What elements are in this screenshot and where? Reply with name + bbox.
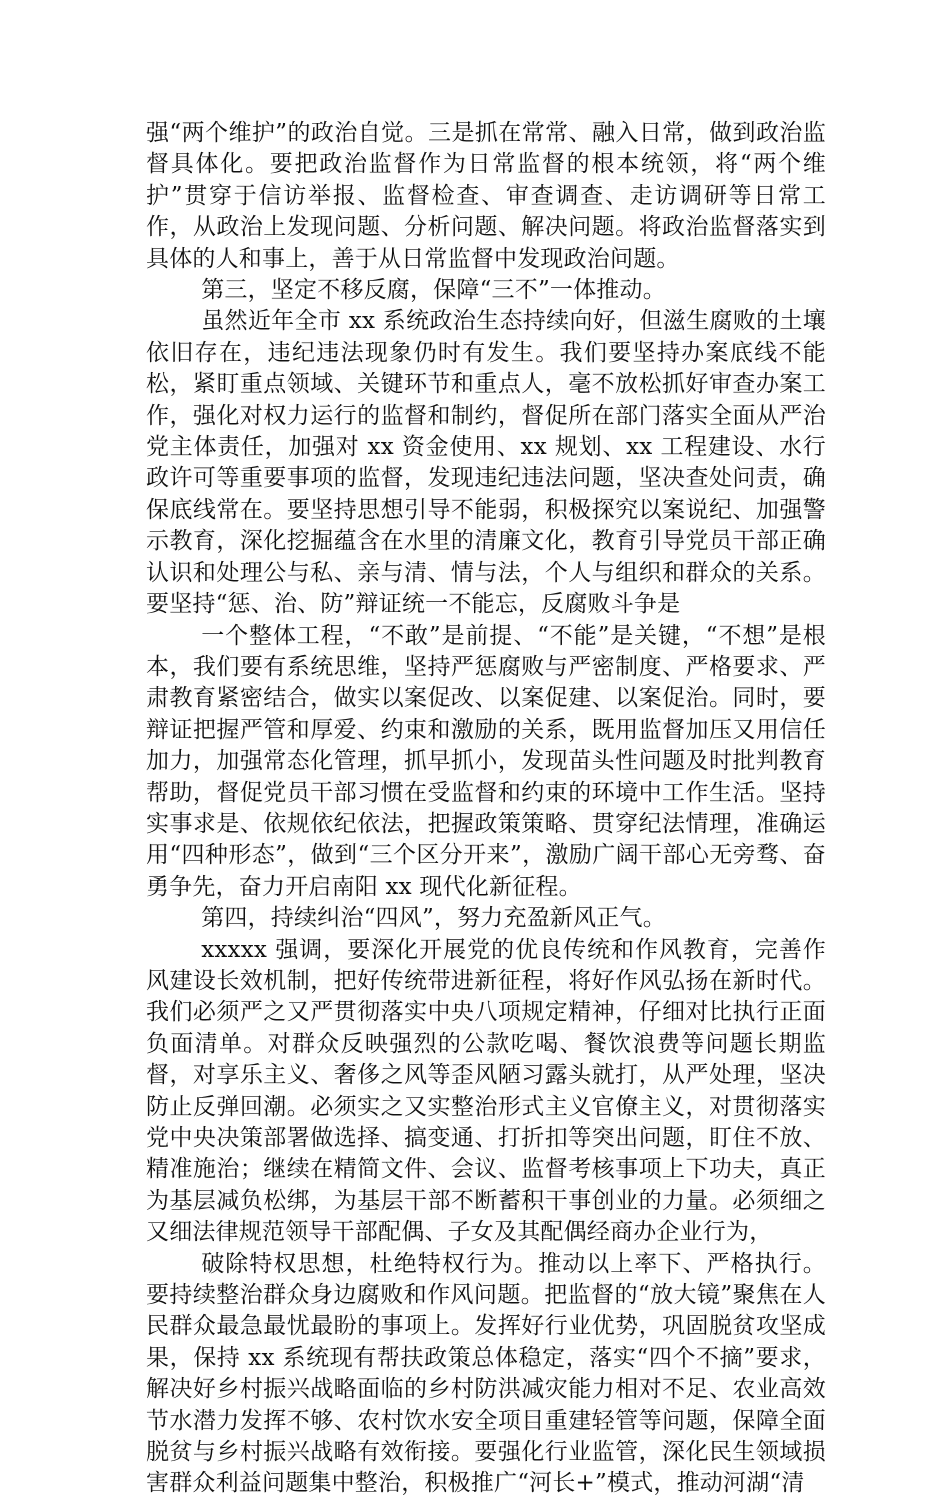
paragraph-work-style: xxxxx 强调，要深化开展党的优良传统和作风教育，完善作风建设长效机制，把好传统带进新征程，将好作风弘扬在新时代。我们必须严之又严贯彻落实中央八项规定精神，仔细对比执行正面负面清单。对群众反映强烈的公款吃喝、餐饮浪费等问题长期监督，对享乐主义、奢侈之风等歪风陋习露头就打，从严处理，坚决防止反弹回潮。必须实之又实整治形式主义官僚主义，对贯彻落实党中央决策部署做选择、搞变通、打折扣等突出问题，盯住不放、精准施治；继续在精简文件、会议、监督考核事项上下功夫，真正为基层减负松绑，为基层干部不断蓄积干事创业的力量。必须细之又细法律规范领导干部配偶、子女及其配偶经商办企业行为， <box>146 936 826 1246</box>
document-page <box>146 118 826 1500</box>
paragraph-privilege: 破除特权思想，杜绝特权行为。推动以上率下、严格执行。要持续整治群众身边腐败和作风问题。把监督的“放大镜”聚焦在人民群众最急最忧最盼的事项上。发挥好行业优势，巩固脱贫攻坚成果，保持 xx 系统现有帮扶政策总体稳定，落实“四个不摘”要求，解决好乡村振兴战略面临的乡村防洪减灾能力相对不足、农业高效节水潜力发挥不够、农村饮水安全项目重建轻管等问题，保障全面脱贫与乡村振兴战略有效衔接。要强化行业监管，深化民生领域损害群众利益问题集中整治，积极推广“河长+”模式，推动河湖“清 <box>146 1250 826 1497</box>
paragraph-integrated-project: 一个整体工程，“不敢”是前提、“不能”是关键，“不想”是根本，我们要有系统思维，坚持严惩腐败与严密制度、严格要求、严肃教育紧密结合，做实以案促改、以案促建、以案促治。同时，要辩证把握严管和厚爱、约束和激励的关系，既用监督加压又用信任加力，加强常态化管理，抓早抓小，发现苗头性问题及时批判教育帮助，督促党员干部习惯在受监督和约束的环境中工作生活。坚持实事求是、依规依纪依法，把握政策策略、贯穿纪法情理，准确运用“四种形态”，做到“三个区分开来”，激励广阔干部心无旁骛、奋勇争先，奋力开启南阳 xx 现代化新征程。 <box>146 622 826 900</box>
heading-fourth-four-winds: 第四，持续纠治“四风”，努力充盈新风正气。 <box>201 905 666 932</box>
heading-third-anti-corruption: 第三，坚定不移反腐，保障“三不”一体推动。 <box>201 277 666 304</box>
paragraph-political-supervision: 强“两个维护”的政治自觉。三是抓在常常、融入日常，做到政治监督具体化。要把政治监督作为日常监督的根本统领，将“两个维护”贯穿于信访举报、监督检查、审查调查、走访调研等日常工作，从政治上发现问题、分析问题、解决问题。将政治监督落实到具体的人和事上，善于从日常监督中发现政治问题。 <box>146 120 826 272</box>
paragraph-anti-corruption: 虽然近年全市 xx 系统政治生态持续向好，但滋生腐败的土壤依旧存在，违纪违法现象仍时有发生。我们要坚持办案底线不能松，紧盯重点领域、关键环节和重点人，毫不放松抓好审查办案工作，强化对权力运行的监督和制约，督促所在部门落实全面从严治党主体责任，加强对 xx 资金使用、xx 规划、xx 工程建设、水行政许可等重要事项的监督，发现违纪违法问题，坚决查处问责，确保底线常在。要坚持思想引导不能弱，积极探究以案说纪、加强警示教育，深化挖掘蕴含在水里的清廉文化，教育引导党员干部正确认识和处理公与私、亲与清、情与法，个人与组织和群众的关系。要坚持“惩、治、防”辩证统一不能忘，反腐败斗争是 <box>146 308 826 618</box>
